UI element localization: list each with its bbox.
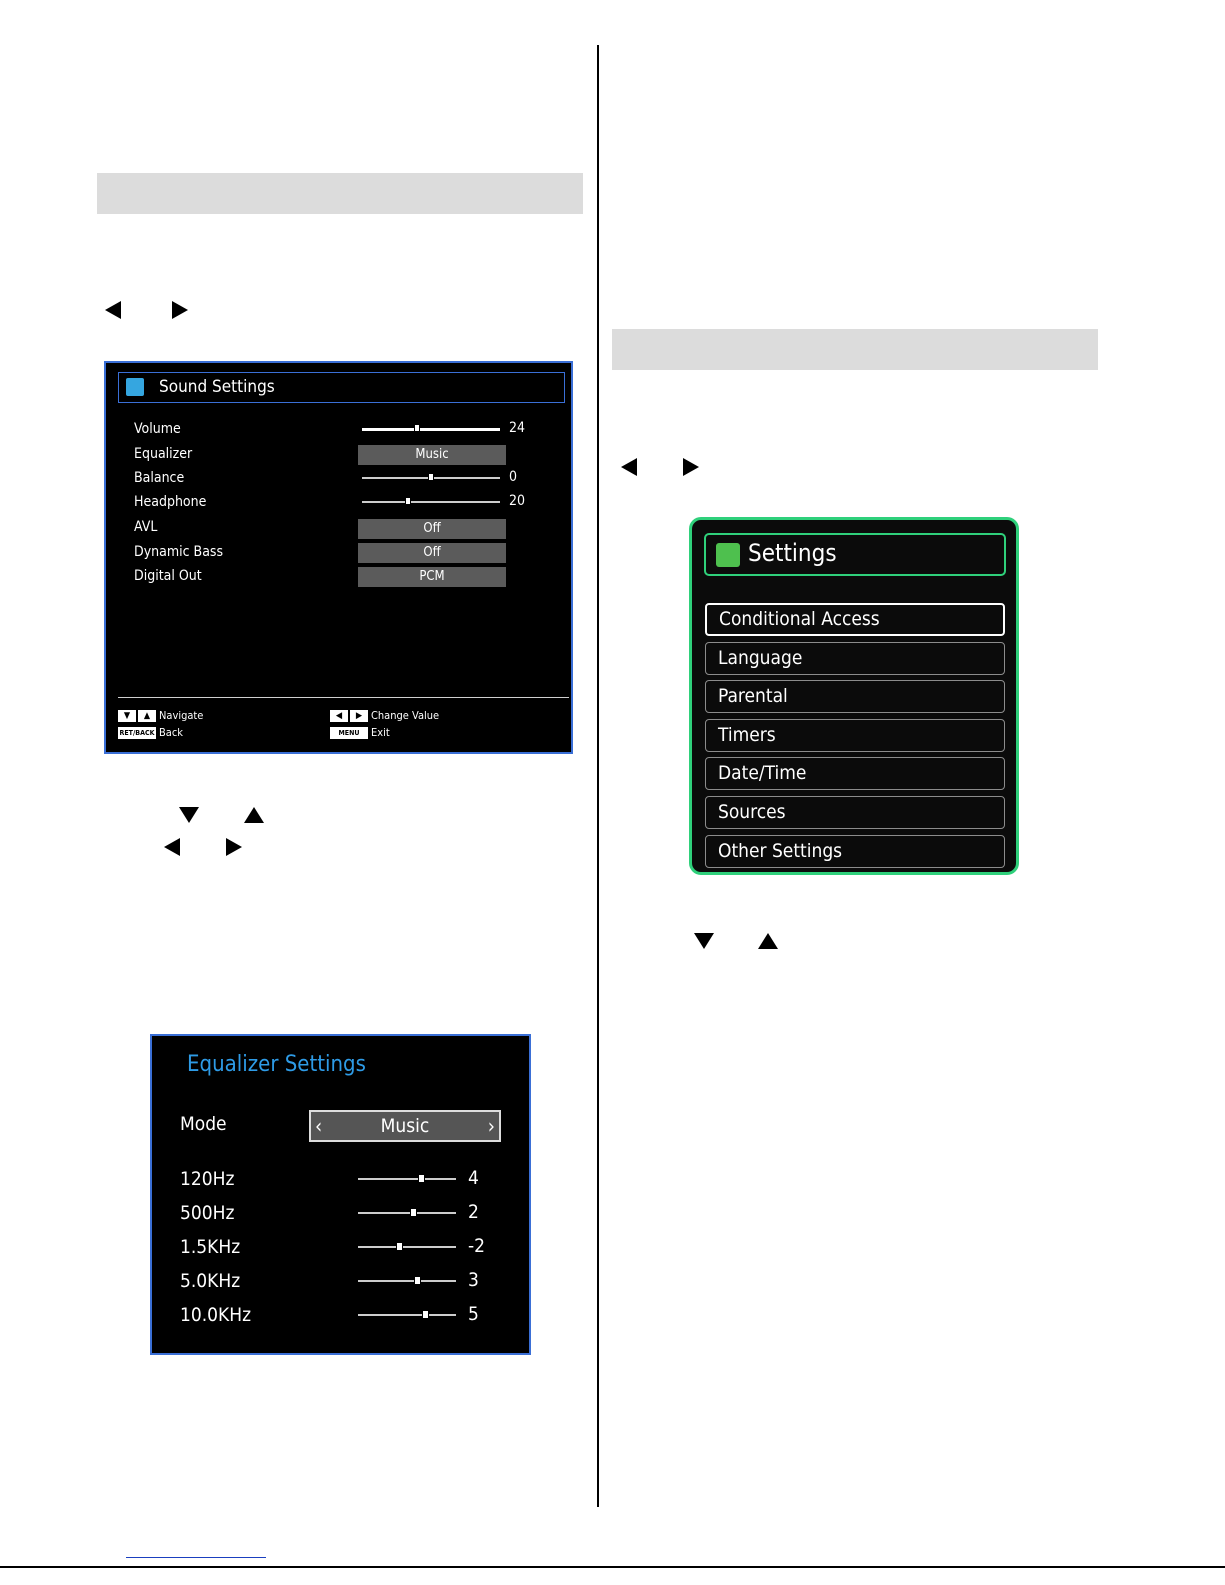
band-value: 5	[468, 1303, 479, 1325]
volume-value: 24	[509, 420, 526, 436]
band-slider[interactable]	[358, 1280, 456, 1282]
menu-item-parental[interactable]: Parental	[705, 680, 1005, 713]
back-key-icon: RET/BACK	[119, 729, 155, 737]
volume-slider[interactable]	[362, 428, 500, 431]
settings-title: Settings	[748, 539, 837, 567]
menu-item-other-settings[interactable]: Other Settings	[705, 835, 1005, 868]
column-divider	[597, 45, 599, 1507]
slider-knob[interactable]	[414, 424, 420, 432]
left-arrow-icon	[621, 458, 637, 476]
page-bottom-rule	[0, 1566, 1225, 1568]
band-value: 3	[468, 1269, 479, 1291]
sound-settings-header	[118, 372, 565, 403]
footer-link-underline[interactable]	[126, 1556, 266, 1558]
slider-knob[interactable]	[428, 473, 434, 481]
menu-item-timers[interactable]: Timers	[705, 719, 1005, 752]
left-arrow-icon	[164, 838, 180, 856]
right-arrow-icon	[172, 301, 188, 319]
band-slider[interactable]	[358, 1314, 456, 1316]
balance-label: Balance	[134, 470, 185, 486]
slider-knob[interactable]	[414, 1276, 421, 1285]
digital-out-value[interactable]: PCM	[358, 567, 506, 587]
equalizer-label: Equalizer	[134, 446, 193, 462]
up-arrow-icon	[244, 807, 264, 823]
volume-label: Volume	[134, 421, 181, 437]
slider-knob[interactable]	[422, 1310, 429, 1319]
equalizer-title: Equalizer Settings	[187, 1052, 366, 1077]
exit-hint: Exit	[371, 726, 390, 739]
tools-icon	[716, 543, 740, 567]
down-arrow-icon	[179, 807, 199, 823]
right-arrow-icon	[226, 838, 242, 856]
right-key-icon: ▶	[350, 710, 368, 722]
band-value: 4	[468, 1167, 479, 1189]
band-value: -2	[468, 1235, 486, 1257]
dynamic-bass-value[interactable]: Off	[358, 543, 506, 563]
speaker-icon	[126, 378, 144, 396]
band-label: 1.5KHz	[180, 1236, 241, 1258]
band-label: 10.0KHz	[180, 1304, 252, 1326]
balance-value: 0	[509, 469, 518, 485]
mode-selector[interactable]	[309, 1110, 501, 1142]
headphone-value: 20	[509, 493, 526, 509]
footer-divider	[118, 697, 569, 698]
slider-knob[interactable]	[405, 497, 411, 505]
left-section-header-bar	[97, 173, 583, 214]
right-arrow-icon	[683, 458, 699, 476]
avl-value[interactable]: Off	[358, 519, 506, 539]
avl-label: AVL	[134, 519, 158, 535]
back-hint: Back	[159, 726, 184, 739]
settings-header	[704, 533, 1006, 576]
settings-menu-screen	[689, 517, 1019, 875]
headphone-label: Headphone	[134, 494, 207, 510]
sound-settings-screen	[104, 361, 573, 754]
down-key-icon: ▼	[118, 710, 136, 722]
menu-item-conditional-access[interactable]: Conditional Access	[705, 603, 1005, 636]
down-arrow-icon	[694, 933, 714, 949]
up-key-icon: ▲	[138, 710, 156, 722]
left-arrow-icon	[105, 301, 121, 319]
band-label: 5.0KHz	[180, 1270, 241, 1292]
equalizer-value[interactable]: Music	[358, 445, 506, 465]
mode-value: Music	[380, 1115, 430, 1137]
band-label: 120Hz	[180, 1168, 235, 1190]
headphone-slider[interactable]	[362, 501, 500, 503]
band-value: 2	[468, 1201, 479, 1223]
slider-knob[interactable]	[418, 1174, 425, 1183]
menu-item-language[interactable]: Language	[705, 642, 1005, 675]
equalizer-settings-screen	[150, 1034, 531, 1355]
band-slider[interactable]	[358, 1212, 456, 1214]
menu-item-date-time[interactable]: Date/Time	[705, 757, 1005, 790]
digital-out-label: Digital Out	[134, 568, 202, 584]
balance-slider[interactable]	[362, 477, 500, 479]
up-arrow-icon	[758, 933, 778, 949]
chevron-left-icon[interactable]: ‹	[315, 1114, 323, 1138]
change-value-hint: Change Value	[371, 709, 440, 722]
band-slider[interactable]	[358, 1246, 456, 1248]
mode-label: Mode	[180, 1113, 227, 1135]
right-section-header-bar	[612, 329, 1098, 370]
navigate-hint: Navigate	[159, 709, 204, 722]
band-slider[interactable]	[358, 1178, 456, 1180]
sound-settings-title: Sound Settings	[159, 377, 275, 397]
menu-key-icon: MENU	[330, 727, 368, 739]
band-label: 500Hz	[180, 1202, 235, 1224]
slider-knob[interactable]	[410, 1208, 417, 1217]
chevron-right-icon[interactable]: ›	[487, 1114, 495, 1138]
menu-item-sources[interactable]: Sources	[705, 796, 1005, 829]
dynamic-bass-label: Dynamic Bass	[134, 544, 224, 560]
left-key-icon: ◀	[330, 710, 348, 722]
slider-knob[interactable]	[396, 1242, 403, 1251]
